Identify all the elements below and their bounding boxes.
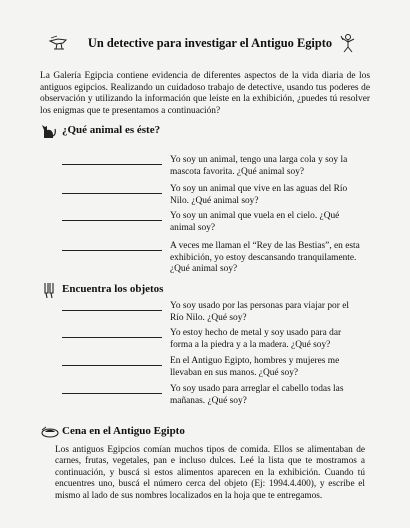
food-icon [40, 424, 60, 440]
answer-blank[interactable] [62, 393, 162, 394]
question-animal-1 [62, 155, 362, 178]
section-heading-objects [40, 281, 240, 299]
question-object-1 [62, 301, 362, 324]
food-paragraph: Los antiguos Egipcios comían muchos tipos de comida. Ellos se alimentaban de carnes, frutas, vegetales, pan e incluso dulces. Leé la lista que te mostramos a continuación, y buscá si estos alimentos aparecen en la exhibición. Cuando tú encuentres uno, buscá el número cerca del objeto (Ej: 1994.4.400), y escribe el mismo al lado de sus nombres localizados en la hoja que te entregamos. [55, 445, 365, 501]
question-text: Yo soy un animal que vive en las aguas del Río Nilo. ¿Qué animal soy? [170, 184, 348, 206]
answer-blank[interactable] [62, 310, 162, 311]
question-text: Yo estoy hecho de metal y soy usado para dar forma a la piedra y a la madera. ¿Qué soy? [170, 328, 342, 350]
lamp-icon [48, 34, 70, 52]
section-heading-food [40, 423, 240, 441]
question-text: Yo soy usado por las personas para viajar por el Río Nilo. ¿Qué soy? [170, 301, 349, 323]
answer-blank[interactable] [62, 164, 162, 165]
question-animal-4 [62, 241, 362, 276]
title-row [40, 34, 370, 56]
section-heading-animals [40, 122, 240, 140]
question-animal-3 [62, 211, 362, 234]
object-icon [42, 281, 58, 299]
answer-blank[interactable] [62, 365, 162, 366]
section-title: ¿Qué animal es éste? [62, 124, 161, 136]
question-text: En el Antiguo Egipto, hombres y mujeres me llevaban en sus manos. ¿Qué soy? [170, 356, 340, 378]
intro-paragraph: La Galería Egipcia contiene evidencia de diferentes aspectos de la vida diaria de los antiguos egipcios. Realizando un cuidadoso trabajo de detective, usando tus poderes de observación y utilizando la información que leíste en la exhibición, ¿puedes tú resolver los enigmas que te presentamos a continuación? [40, 71, 370, 116]
question-text: A veces me llaman el “Rey de las Bestias”, en esta exhibición, yo estoy descansando tranquilamente. ¿Qué animal soy? [170, 241, 360, 275]
question-text: Yo soy un animal que vuela en el cielo. ¿Qué animal soy? [170, 211, 340, 233]
question-text: Yo soy usado para arreglar el cabello todas las mañanas. ¿Qué soy? [170, 384, 344, 406]
answer-blank[interactable] [62, 250, 162, 251]
answer-blank[interactable] [62, 193, 162, 194]
question-text: Yo soy un animal, tengo una larga cola y soy la mascota favorita. ¿Qué animal soy? [170, 155, 348, 177]
answer-blank[interactable] [62, 220, 162, 221]
cat-icon [40, 122, 58, 140]
question-object-4 [62, 384, 362, 407]
section-title: Cena en el Antiguo Egipto [62, 425, 185, 437]
answer-blank[interactable] [62, 337, 162, 338]
page-title: Un detective para investigar el Antiguo Egipto [87, 36, 333, 50]
figure-icon [338, 32, 358, 54]
question-animal-2 [62, 184, 362, 207]
section-title: Encuentra los objetos [62, 283, 164, 295]
question-object-3 [62, 356, 362, 379]
question-object-2 [62, 328, 362, 351]
